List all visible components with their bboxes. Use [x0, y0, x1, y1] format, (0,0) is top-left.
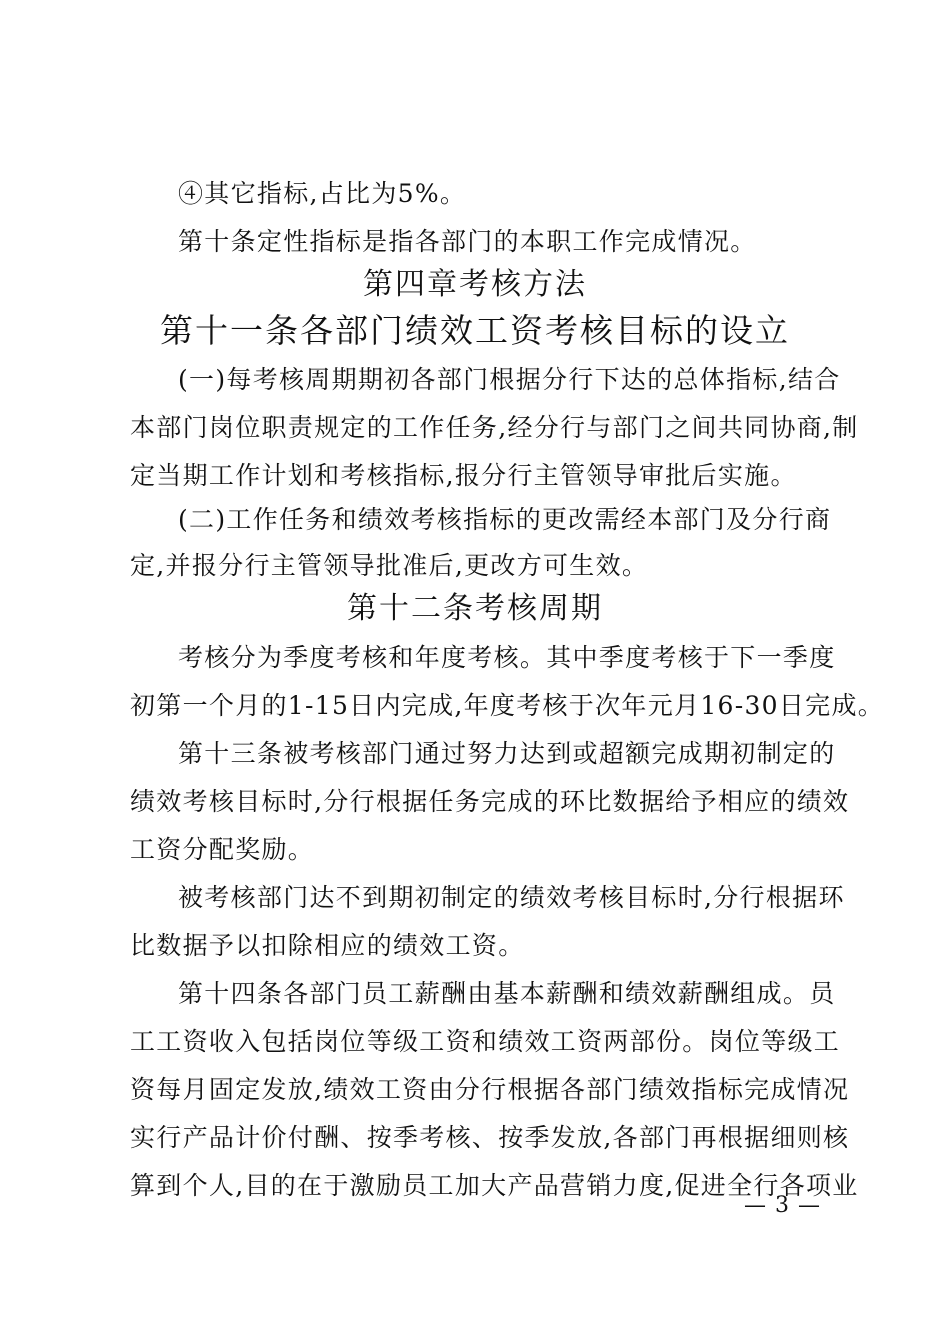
text-line: 第十三条被考核部门通过努力达到或超额完成期初制定的 [178, 739, 836, 768]
text-line: 绩效考核目标时,分行根据任务完成的环比数据给予相应的绩效 [130, 787, 850, 816]
text-line: 考核分为季度考核和年度考核。其中季度考核于下一季度 [178, 643, 836, 672]
chapter-heading: 第四章考核方法 [363, 267, 587, 302]
text-line: ④其它指标,占比为5%。 [178, 179, 467, 208]
text-line: 第十四条各部门员工薪酬由基本薪酬和绩效薪酬组成。员 [178, 979, 836, 1008]
text-line: (一)每考核周期期初各部门根据分行下达的总体指标,结合 [178, 365, 841, 394]
article-heading: 第十一条各部门绩效工资考核目标的设立 [160, 311, 790, 350]
text-line: 本部门岗位职责规定的工作任务,经分行与部门之间共同协商,制 [130, 413, 859, 442]
text-line: (二)工作任务和绩效考核指标的更改需经本部门及分行商 [178, 505, 832, 534]
text-line: 工工资收入包括岗位等级工资和绩效工资两部份。岗位等级工 [130, 1027, 841, 1056]
text-line: 实行产品计价付酬、按季考核、按季发放,各部门再根据细则核 [130, 1123, 850, 1152]
page-number: — 3 — [744, 1193, 821, 1218]
text-line: 第十条定性指标是指各部门的本职工作完成情况。 [178, 227, 757, 256]
text-line: 被考核部门达不到期初制定的绩效考核目标时,分行根据环 [178, 883, 845, 912]
text-line: 初第一个月的1-15日内完成,年度考核于次年元月16-30日完成。 [130, 691, 885, 720]
text-line: 定当期工作计划和考核指标,报分行主管领导审批后实施。 [130, 461, 797, 490]
text-line: 资每月固定发放,绩效工资由分行根据各部门绩效指标完成情况 [130, 1075, 850, 1104]
article-heading: 第十二条考核周期 [347, 591, 603, 626]
text-line: 比数据予以扣除相应的绩效工资。 [130, 931, 525, 960]
text-line: 算到个人,目的在于激励员工加大产品营销力度,促进全行各项业 [130, 1171, 859, 1200]
text-line: 工资分配奖励。 [130, 835, 315, 864]
text-line: 定,并报分行主管领导批准后,更改方可生效。 [130, 551, 649, 580]
